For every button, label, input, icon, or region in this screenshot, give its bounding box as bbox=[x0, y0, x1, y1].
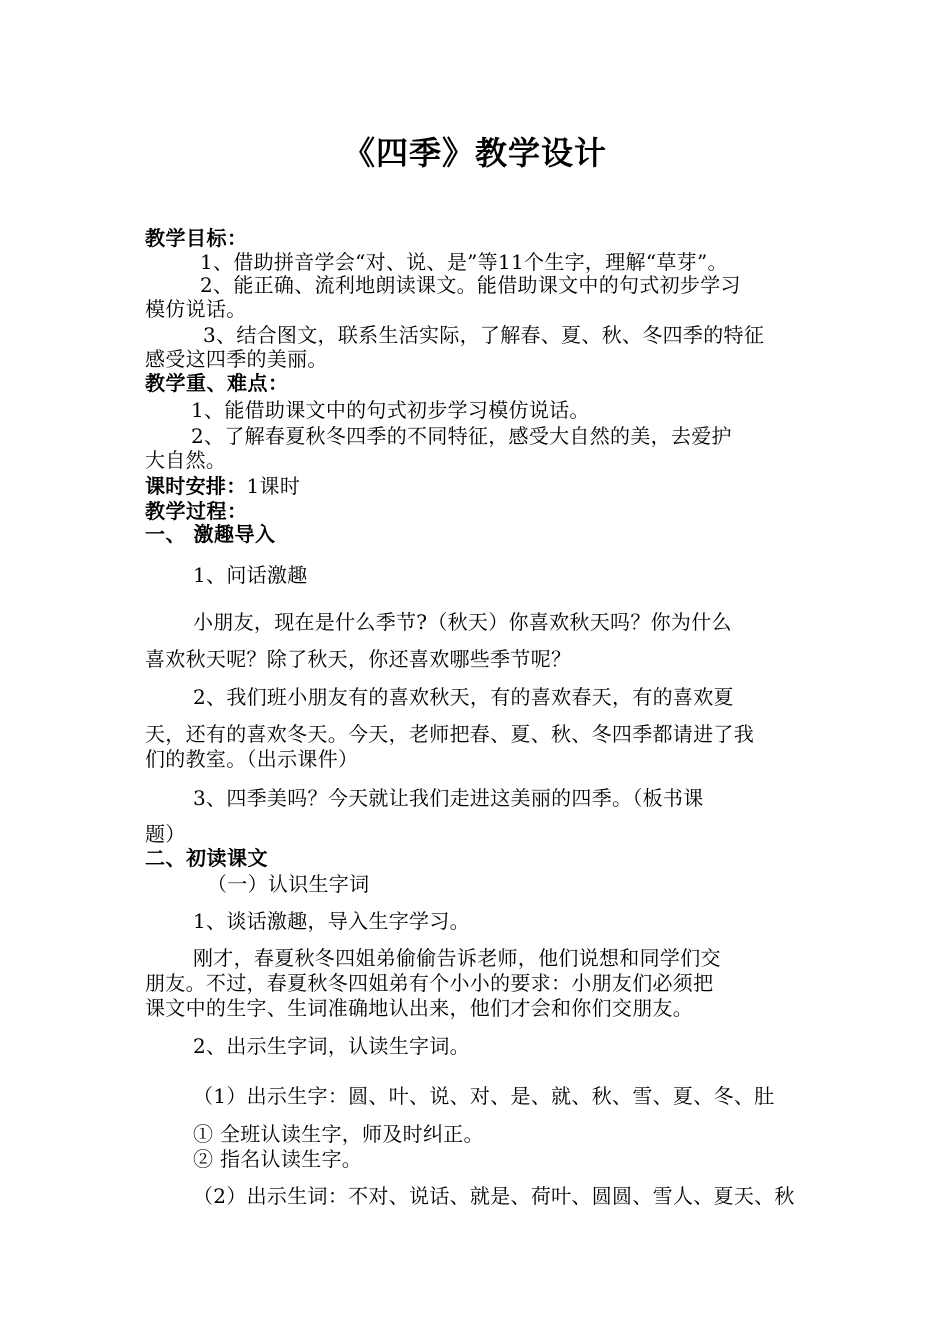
schedule-value: 1课时 bbox=[246, 474, 301, 498]
section-1-line-5: 天，还有的喜欢冬天。今天，老师把春、夏、秋、冬四季都请进了我 bbox=[145, 722, 754, 746]
section-1-line-3: 喜欢秋天呢？除了秋天，你还喜欢哪些季节呢？ bbox=[145, 647, 572, 671]
keypoint-line-1: 1、能借助课文中的句式初步学习模仿说话。 bbox=[191, 398, 590, 422]
section-2-line-4: 朋友。不过，春夏秋冬四姐弟有个小小的要求：小朋友们必须把 bbox=[145, 971, 714, 995]
section-1-line-2: 小朋友，现在是什么季节?（秋天）你喜欢秋天吗？你为什么 bbox=[193, 610, 732, 634]
section-1-line-6: 们的教室。（出示课件） bbox=[145, 747, 359, 771]
section-2-line-8: ① 全班认读生字，师及时纠正。 bbox=[193, 1122, 484, 1146]
section-1-line-4: 2、我们班小朋友有的喜欢秋天，有的喜欢春天，有的喜欢夏 bbox=[193, 685, 734, 709]
section-2-line-5: 课文中的生字、生词准确地认出来，他们才会和你们交朋友。 bbox=[145, 996, 694, 1020]
section-1-line-7: 3、四季美吗？今天就让我们走进这美丽的四季。（板书课 bbox=[193, 786, 704, 810]
section-2-line-3: 刚才，春夏秋冬四姐弟偷偷告诉老师，他们说想和同学们交 bbox=[193, 946, 721, 970]
keypoint-line-2: 2、了解春夏秋冬四季的不同特征，感受大自然的美，去爱护 bbox=[191, 424, 732, 448]
process-heading: 教学过程： bbox=[145, 499, 248, 523]
objective-line-1: 1、借助拼音学会“对、说、是”等11个生字，理解“草芽”。 bbox=[200, 250, 728, 274]
section-2-line-10: （2）出示生词：不对、说话、就是、荷叶、圆圆、雪人、夏天、秋 bbox=[193, 1184, 795, 1208]
keypoints-heading: 教学重、难点： bbox=[145, 371, 289, 395]
section-2-line-2: 1、谈话激趣，导入生字学习。 bbox=[193, 909, 470, 933]
objectives-heading: 教学目标： bbox=[145, 226, 248, 250]
section-2-line-7: （1）出示生字：圆、叶、说、对、是、就、秋、雪、夏、冬、肚 bbox=[193, 1084, 775, 1108]
objective-line-3: 模仿说话。 bbox=[145, 297, 247, 321]
objective-line-5: 感受这四季的美丽。 bbox=[145, 347, 328, 371]
objective-line-4: 3、结合图文，联系生活实际，了解春、夏、秋、冬四季的特征 bbox=[203, 323, 765, 347]
section-1-line-8: 题） bbox=[145, 822, 186, 846]
keypoint-line-3: 大自然。 bbox=[145, 448, 227, 472]
section-2-line-1: （一）认识生字词 bbox=[207, 872, 370, 896]
section-2-line-9: ② 指名认读生字。 bbox=[193, 1147, 363, 1171]
schedule-label: 课时安排： bbox=[145, 474, 247, 498]
section-1-heading: 一、 激趣导入 bbox=[145, 522, 276, 546]
objective-line-2: 2、能正确、流利地朗读课文。能借助课文中的句式初步学习 bbox=[200, 273, 741, 297]
section-1-line-1: 1、问话激趣 bbox=[193, 563, 308, 587]
section-2-heading: 二、初读课文 bbox=[145, 846, 268, 870]
section-2-line-6: 2、出示生字词，认读生字词。 bbox=[193, 1034, 470, 1058]
page-title: 《四季》教学设计 bbox=[342, 134, 607, 172]
schedule-line bbox=[145, 474, 815, 498]
